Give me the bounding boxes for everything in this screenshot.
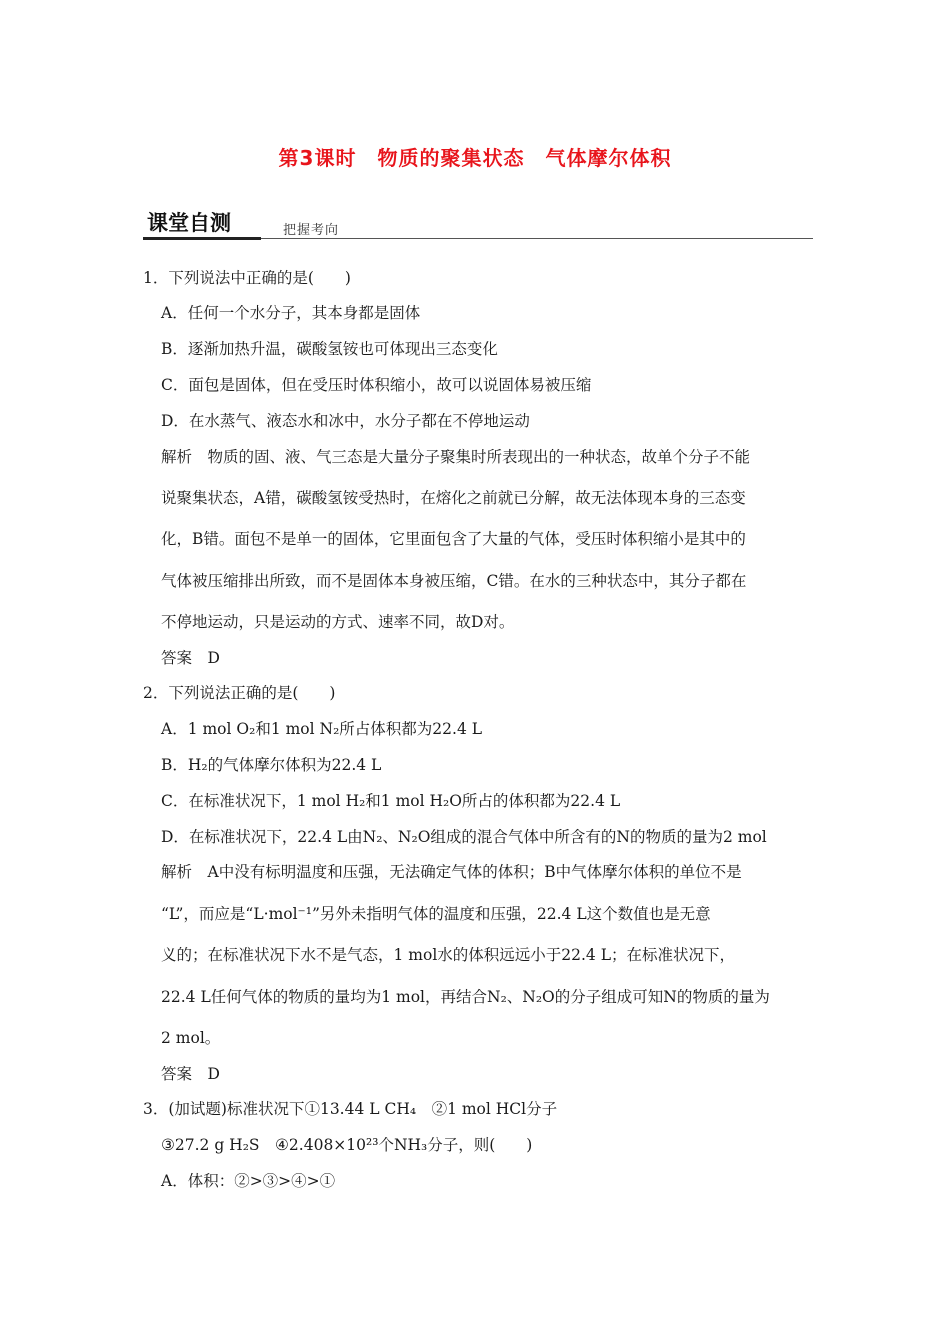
page-title: 第3课时 物质的聚集状态 气体摩尔体积	[278, 146, 672, 170]
question-1-analysis-line: 气体被压缩排出所致，而不是固体本身被压缩，C错。在水的三种状态中，其分子都在	[161, 572, 747, 590]
question-2-analysis-line: “L”，而应是“L·mol⁻¹”另外未指明气体的温度和压强，22.4 L这个数值也是无意	[161, 905, 711, 923]
question-1-stem: 1．下列说法中正确的是( )	[143, 269, 351, 287]
section-header	[143, 208, 813, 240]
question-3-option-a: A．体积：②>③>④>①	[161, 1172, 336, 1190]
section-divider	[261, 238, 813, 239]
question-2-analysis-line: 22.4 L任何气体的物质的量均为1 mol，再结合N₂、N₂O的分子组成可知N的物质的量为	[161, 988, 770, 1006]
question-1-analysis-line: 说聚集状态，A错，碳酸氢铵受热时，在熔化之前就已分解，故无法体现本身的三态变	[161, 489, 746, 507]
question-2-option-b: B．H₂的气体摩尔体积为22.4 L	[161, 756, 382, 774]
question-2-option-a: A．1 mol O₂和1 mol N₂所占体积都为22.4 L	[161, 720, 483, 738]
question-1-option-b: B．逐渐加热升温，碳酸氢铵也可体现出三态变化	[161, 340, 498, 358]
question-1-analysis-line: 解析 物质的固、液、气三态是大量分子聚集时所表现出的一种状态，故单个分子不能	[161, 448, 751, 466]
section-label: 课堂自测	[147, 211, 231, 235]
question-3-stem-continued: ③27.2 g H₂S ④2.408×10²³个NH₃分子，则( )	[161, 1136, 533, 1154]
question-1-answer: 答案 D	[161, 649, 220, 667]
question-1-analysis-line: 化，B错。面包不是单一的固体，它里面包含了大量的气体，受压时体积缩小是其中的	[161, 530, 746, 548]
section-label-underline	[143, 237, 261, 240]
question-1-option-a: A．任何一个水分子，其本身都是固体	[161, 304, 421, 322]
question-2-option-c: C．在标准状况下，1 mol H₂和1 mol H₂O所占的体积都为22.4 L	[161, 792, 621, 810]
question-1-analysis-line: 不停地运动，只是运动的方式、速率不同，故D对。	[161, 613, 515, 631]
question-2-analysis-line: 2 mol。	[161, 1029, 221, 1047]
question-2-answer: 答案 D	[161, 1065, 220, 1083]
question-3-stem: 3．(加试题)标准状况下①13.44 L CH₄ ②1 mol HCl分子	[143, 1100, 558, 1118]
question-2-option-d: D．在标准状况下，22.4 L由N₂、N₂O组成的混合气体中所含有的N的物质的量为2 mol	[161, 828, 767, 846]
section-subtitle: 把握考向	[283, 223, 340, 238]
question-2-analysis-line: 解析 A中没有标明温度和压强，无法确定气体的体积；B中气体摩尔体积的单位不是	[161, 863, 742, 881]
question-1-option-d: D．在水蒸气、液态水和冰中，水分子都在不停地运动	[161, 412, 530, 430]
question-2-stem: 2．下列说法正确的是( )	[143, 684, 336, 702]
question-2-analysis-line: 义的；在标准状况下水不是气态，1 mol水的体积远远小于22.4 L；在标准状况下，	[161, 946, 736, 964]
question-1-option-c: C．面包是固体，但在受压时体积缩小，故可以说固体易被压缩	[161, 376, 592, 394]
